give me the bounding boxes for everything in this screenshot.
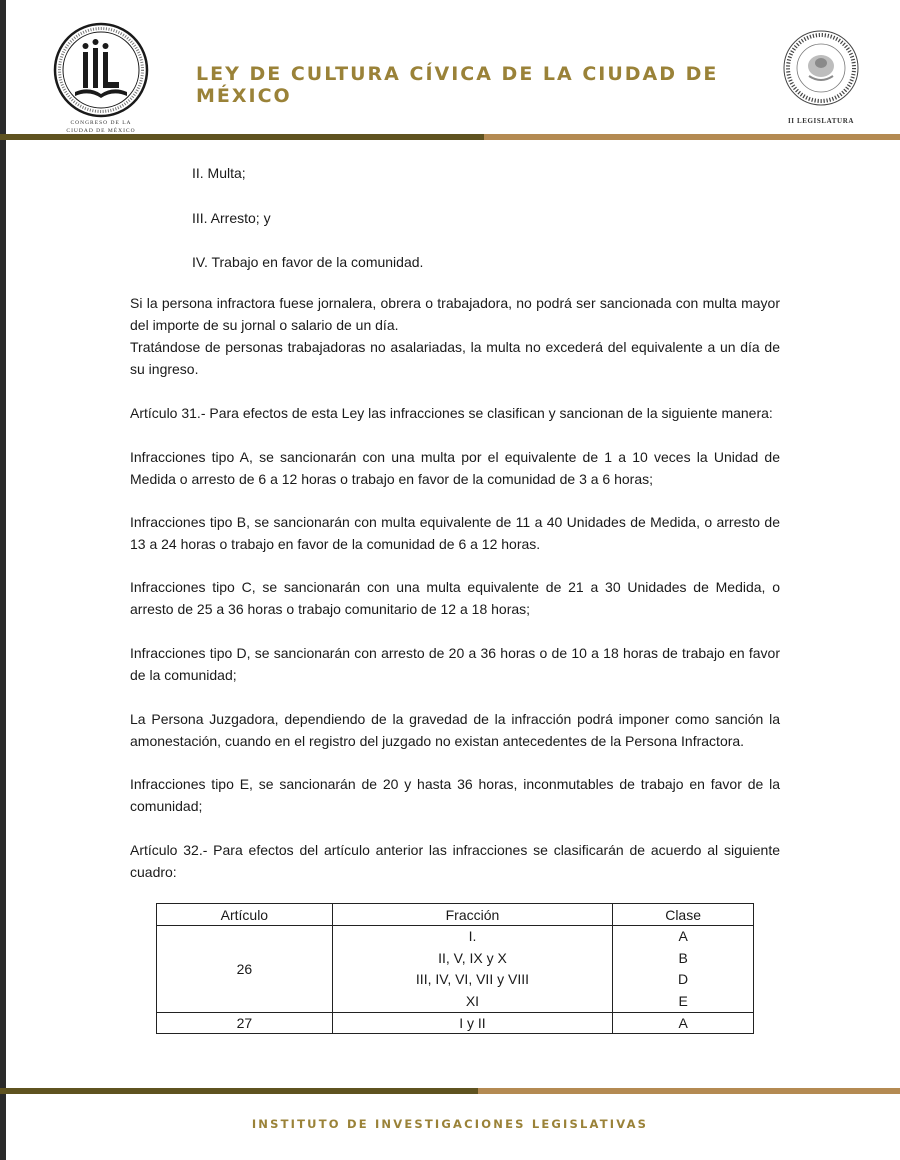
fraccion-value: II, V, IX y X (438, 949, 507, 966)
clase-value: B (678, 949, 688, 966)
clase-value: A (613, 1013, 754, 1034)
right-logo-caption: II LEGISLATURA (787, 117, 855, 125)
paragraph-jornalera: Si la persona infractora fuese jornalera, obrera o trabajadora, no podrá ser sancionada con multa mayor del importe de su jornal o salario de un día. (130, 295, 780, 333)
footer-institute: INSTITUTO DE INVESTIGACIONES LEGISLATIVAS (251, 1117, 649, 1131)
paragraph-tipo-e: Infracciones tipo E, se sancionarán de 20 y hasta 36 horas, inconmutables de trabajo en favor de la comunidad; (130, 776, 780, 814)
header-rule-light (484, 134, 900, 140)
header-clase: Clase (613, 904, 754, 926)
footer-rule-dark (0, 1088, 478, 1094)
paragraph-persona-juzgadora: La Persona Juzgadora, dependiendo de la gravedad de la infracción podrá imponer como sanción la amonestación, cuando en el registro del juzgado no existan antecedentes de la Persona Infractora. (130, 711, 780, 749)
clase-value: A (678, 928, 688, 944)
paragraph-tipo-d: Infracciones tipo D, se sancionarán con arresto de 20 a 36 horas o de 10 a 18 horas de trabajo en favor de la comunidad; (130, 645, 780, 683)
classification-table (156, 903, 754, 1034)
header-fraccion: Fracción (332, 904, 613, 926)
fraccion-value: I. (468, 928, 477, 944)
page-header (0, 0, 900, 140)
footer-rule-light (478, 1088, 900, 1094)
cell-articulo: 26 (157, 926, 333, 1013)
document-title: LEY DE CULTURA CÍVICA DE LA CIUDAD DE MÉXICO (196, 63, 719, 107)
paragraph-tipo-b: Infracciones tipo B, se sancionarán con multa equivalente de 11 a 40 Unidades de Medida, o arresto de 13 a 24 horas o trabajo en favor de la comunidad de 6 a 12 horas. (130, 514, 780, 552)
cell-fracciones (332, 926, 613, 1013)
table-row (157, 1013, 754, 1034)
paragraph-no-asalariadas: Tratándose de personas trabajadoras no asalariadas, la multa no excederá del equivalente a un día de su ingreso. (130, 339, 780, 377)
list-item-arresto: III. Arresto; y (192, 210, 271, 226)
paragraph-tipo-c: Infracciones tipo C, se sancionarán con una multa equivalente de 21 a 30 Unidades de Medida, o arresto de 25 a 36 horas o trabajo comunitario de 12 a 18 horas; (130, 579, 780, 617)
left-logo-caption-1: CONGRESO DE LA (70, 120, 132, 126)
fraccion-value: XI (465, 992, 480, 1009)
national-seal-icon (781, 28, 861, 108)
fraccion-value: I y II (332, 1013, 613, 1034)
clase-value: E (678, 992, 688, 1009)
congreso-emblem-icon (53, 22, 149, 118)
table-row (157, 926, 754, 1013)
page-edge-shadow (0, 0, 6, 1160)
legislatura-seal (776, 28, 866, 125)
list-item-trabajo: IV. Trabajo en favor de la comunidad. (192, 254, 424, 270)
clase-value: D (678, 971, 689, 987)
table-header-row (157, 904, 754, 926)
cell-clases (613, 926, 754, 1013)
congreso-logo (52, 22, 150, 134)
fraccion-value: III, IV, VI, VII y VIII (415, 971, 530, 987)
paragraph-articulo-31: Artículo 31.- Para efectos de esta Ley las infracciones se clasifican y sancionan de la siguiente manera: (130, 405, 773, 421)
paragraph-articulo-32: Artículo 32.- Para efectos del artículo anterior las infracciones se clasificarán de acuerdo al siguiente cuadro: (130, 842, 780, 880)
header-rule-dark (0, 134, 484, 140)
list-item-multa: II. Multa; (192, 165, 246, 181)
cell-articulo: 27 (157, 1013, 333, 1034)
left-logo-caption-2: CIUDAD DE MÉXICO (66, 128, 136, 134)
header-articulo: Artículo (157, 904, 333, 926)
paragraph-tipo-a: Infracciones tipo A, se sancionarán con una multa por el equivalente de 1 a 10 veces la Unidad de Medida o arresto de 6 a 12 horas o trabajo en favor de la comunidad de 3 a 6 horas; (130, 449, 780, 487)
